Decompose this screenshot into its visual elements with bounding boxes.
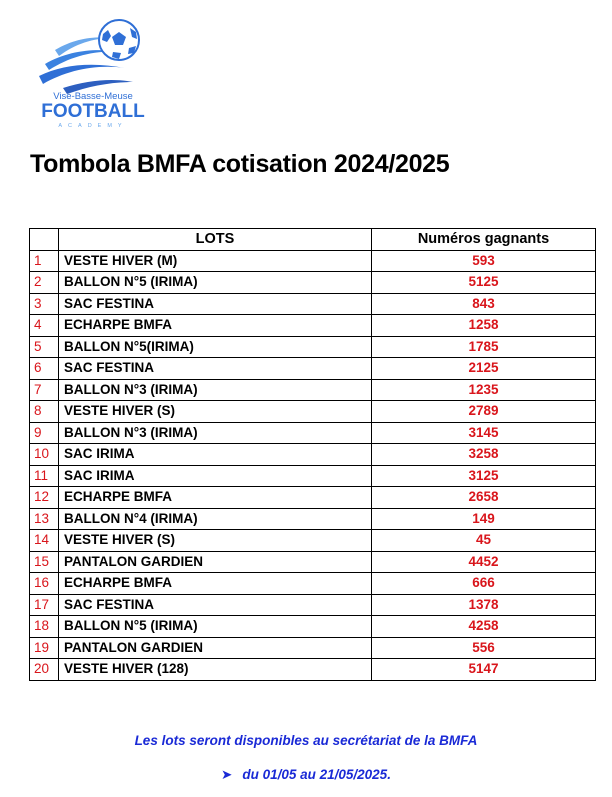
lot-name: ECHARPE BMFA: [59, 487, 372, 509]
table-row: [30, 487, 596, 509]
lot-name: VESTE HIVER (S): [59, 530, 372, 552]
lot-name: VESTE HIVER (M): [59, 250, 372, 272]
lot-name: SAC FESTINA: [59, 293, 372, 315]
table-row: [30, 616, 596, 638]
lot-number: 2: [30, 272, 59, 294]
table-row: [30, 465, 596, 487]
lot-number: 20: [30, 659, 59, 681]
winning-number: 1378: [372, 594, 596, 616]
header-winners: Numéros gagnants: [372, 229, 596, 251]
lot-number: 11: [30, 465, 59, 487]
winning-number: 593: [372, 250, 596, 272]
table-header-row: [30, 229, 596, 251]
winning-number: 666: [372, 573, 596, 595]
lot-number: 5: [30, 336, 59, 358]
lot-number: 14: [30, 530, 59, 552]
winning-number: 5125: [372, 272, 596, 294]
lot-name: SAC FESTINA: [59, 594, 372, 616]
lot-number: 17: [30, 594, 59, 616]
lot-name: BALLON N°3 (IRIMA): [59, 379, 372, 401]
table-row: [30, 293, 596, 315]
football-ball-icon: [99, 20, 139, 60]
lot-number: 3: [30, 293, 59, 315]
winning-number: 2125: [372, 358, 596, 380]
availability-dates: [0, 767, 612, 783]
lot-number: 18: [30, 616, 59, 638]
winners-table: [29, 228, 596, 681]
winning-number: 1785: [372, 336, 596, 358]
table-row: [30, 379, 596, 401]
logo-football: FOOTBALL: [41, 101, 145, 122]
lot-number: 10: [30, 444, 59, 466]
lot-name: BALLON N°4 (IRIMA): [59, 508, 372, 530]
winning-number: 4258: [372, 616, 596, 638]
availability-note: Les lots seront disponibles au secrétariat de la BMFA: [134, 733, 478, 748]
lot-name: VESTE HIVER (128): [59, 659, 372, 681]
winning-number: 5147: [372, 659, 596, 681]
lot-name: BALLON N°5 (IRIMA): [59, 272, 372, 294]
lot-name: SAC FESTINA: [59, 358, 372, 380]
table-row: [30, 272, 596, 294]
table-row: [30, 422, 596, 444]
page-title: Tombola BMFA cotisation 2024/2025: [30, 150, 450, 178]
lot-name: SAC IRIMA: [59, 444, 372, 466]
winning-number: 149: [372, 508, 596, 530]
table-row: [30, 551, 596, 573]
table-row: [30, 315, 596, 337]
lot-number: 4: [30, 315, 59, 337]
table-row: [30, 508, 596, 530]
header-number: [30, 229, 59, 251]
lot-name: VESTE HIVER (S): [59, 401, 372, 423]
winning-number: 556: [372, 637, 596, 659]
lot-name: BALLON N°5(IRIMA): [59, 336, 372, 358]
table-row: [30, 250, 596, 272]
header-lots: LOTS: [59, 229, 372, 251]
lot-name: ECHARPE BMFA: [59, 573, 372, 595]
winning-number: 1258: [372, 315, 596, 337]
lot-number: 1: [30, 250, 59, 272]
table-row: [30, 594, 596, 616]
logo-club-line: Visé-Basse-Meuse: [53, 91, 133, 102]
lot-name: ECHARPE BMFA: [59, 315, 372, 337]
lot-name: SAC IRIMA: [59, 465, 372, 487]
lot-number: 7: [30, 379, 59, 401]
table-row: [30, 444, 596, 466]
table-row: [30, 401, 596, 423]
lot-number: 12: [30, 487, 59, 509]
winning-number: 2658: [372, 487, 596, 509]
lot-name: BALLON N°5 (IRIMA): [59, 616, 372, 638]
table-row: [30, 358, 596, 380]
winning-number: 45: [372, 530, 596, 552]
lot-number: 6: [30, 358, 59, 380]
winning-number: 3258: [372, 444, 596, 466]
winning-number: 2789: [372, 401, 596, 423]
lot-number: 13: [30, 508, 59, 530]
lot-number: 8: [30, 401, 59, 423]
table-row: [30, 637, 596, 659]
lot-name: PANTALON GARDIEN: [59, 551, 372, 573]
table-row: [30, 530, 596, 552]
lot-number: 15: [30, 551, 59, 573]
winning-number: 843: [372, 293, 596, 315]
lot-name: BALLON N°3 (IRIMA): [59, 422, 372, 444]
table-row: [30, 573, 596, 595]
table-row: [30, 659, 596, 681]
arrow-bullet-icon: ➤: [221, 767, 233, 782]
winning-number: 3125: [372, 465, 596, 487]
club-logo: [33, 6, 153, 134]
winning-number: 3145: [372, 422, 596, 444]
lot-number: 16: [30, 573, 59, 595]
lot-number: 9: [30, 422, 59, 444]
table-row: [30, 336, 596, 358]
winning-number: 1235: [372, 379, 596, 401]
dates-text: du 01/05 au 21/05/2025.: [242, 767, 391, 782]
logo-academy: ACADEMY: [58, 123, 128, 129]
lot-number: 19: [30, 637, 59, 659]
winning-number: 4452: [372, 551, 596, 573]
lot-name: PANTALON GARDIEN: [59, 637, 372, 659]
